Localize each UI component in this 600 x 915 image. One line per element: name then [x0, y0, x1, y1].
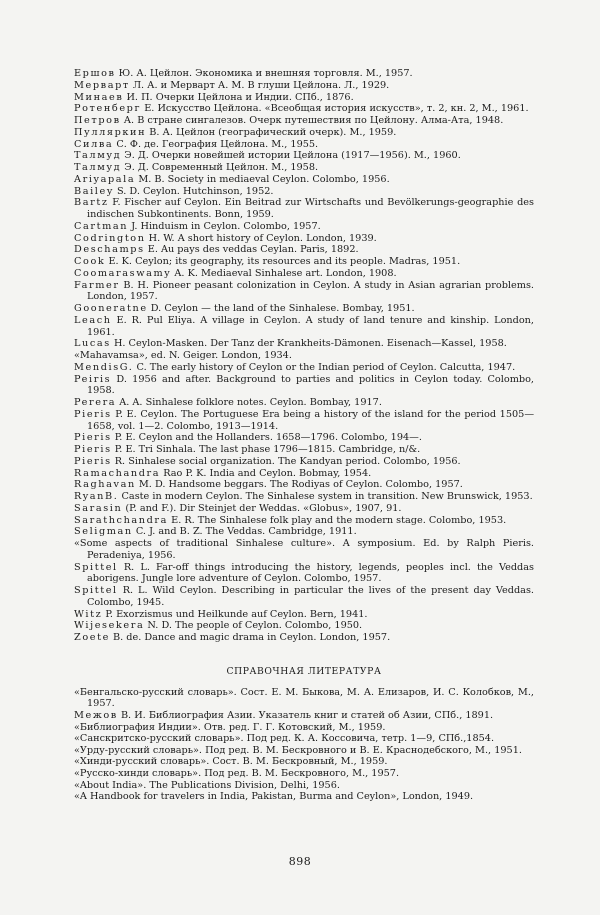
entry-text: E. R. Pul Eliya. A village in Ceylon. A study of land tenure and kinship. London, 1961.	[87, 314, 534, 338]
entry-author: Seligman	[74, 526, 133, 538]
page-number: 898	[288, 855, 312, 868]
entry-text: «About India». The Publications Division, Delhi, 1956.	[74, 779, 340, 791]
entry-text: Rao P. K. India and Ceylon. Bobmay, 1954.	[160, 467, 372, 479]
bibliography-entry	[74, 562, 534, 586]
entry-author: Spittel	[74, 561, 118, 573]
bibliography-entry	[74, 756, 534, 768]
bibliography-entry	[74, 186, 534, 198]
entry-author: Wijesekera	[74, 620, 145, 632]
entry-text: (P. and F.). Dir Steinjet der Weddas. «Globus», 1907, 91.	[122, 502, 402, 514]
entry-text: Е. Искусство Цейлона. «Всеобщая история искусств», т. 2, кн. 2, М., 1961.	[141, 103, 529, 115]
entry-author: Bartz	[74, 197, 109, 209]
bibliography-entry	[74, 479, 534, 491]
entry-author: Codrington	[74, 232, 146, 244]
entry-text: Л. А. и Мерварт А. М. В глуши Цейлона. Л., 1929.	[129, 79, 390, 91]
entry-author: Perera	[74, 397, 117, 408]
entry-author: Ротенберг	[74, 103, 142, 115]
entry-author: Межов	[74, 709, 118, 721]
entry-author: Lucas	[74, 338, 111, 350]
bibliography-entry	[74, 80, 534, 92]
entry-author: Талмуд	[74, 162, 122, 173]
entry-author: Raghavan	[74, 479, 136, 491]
entry-text: «Бенгальско-русский словарь». Сост. Е. М. Быкова, М. А. Елизаров, И. С. Колобков, М., 1957.	[74, 686, 534, 710]
entry-text: P. E. Ceylon. The Portuguese Era being a history of the island for the period 1505—1658, vol. 1—2. Colombo, 1913—1914.	[87, 408, 534, 432]
bibliography-entry	[74, 115, 534, 127]
entry-author: Sarasin	[74, 502, 123, 514]
bibliography-entry	[74, 515, 534, 527]
entry-author: Deschamps	[74, 244, 145, 256]
references-heading: СПРАВОЧНАЯ ЛИТЕРАТУРА	[226, 665, 382, 677]
entry-author: Ершов	[74, 68, 116, 79]
bibliography-entry	[74, 722, 534, 734]
entry-text: «Библиография Индии». Отв. ред. Г. Г. Котовский, М., 1959.	[74, 721, 386, 733]
entry-author: Пулляркин	[74, 126, 147, 138]
entry-text: В. А. Цейлон (географический очерк). М., 1959.	[146, 126, 397, 138]
entry-text: H. W. A short history of Ceylon. London, 1939.	[145, 232, 377, 244]
bibliography-entry	[74, 150, 534, 162]
entry-text: R. Sinhalese social organization. The Kandyan period. Colombo, 1956.	[111, 455, 461, 467]
bibliography-entry	[74, 374, 534, 398]
entry-author: Cartman	[74, 220, 129, 232]
bibliography-entry	[74, 710, 534, 722]
entry-text: «Санскритско-русский словарь». Под ред. К. А. Коссовича, тетр. 1—9, СПб.,1854.	[74, 733, 495, 745]
entry-author: Силва	[74, 138, 114, 150]
entry-text: «Mahavamsa», ed. N. Geiger. London, 1934.	[74, 350, 292, 361]
entry-text: «Русско-хинди словарь». Под ред. В. М. Бескровного, М., 1957.	[74, 767, 400, 779]
entry-author: Leach	[74, 314, 112, 326]
entry-author: Минаев	[74, 91, 124, 103]
bibliography-entry	[74, 280, 534, 304]
bibliography-entry	[74, 174, 534, 186]
entry-text: C. J. and B. Z. The Veddas. Cambridge, 1911.	[132, 526, 357, 538]
bibliography-entry	[74, 139, 534, 151]
bibliography-entry	[74, 538, 534, 562]
entry-text: P. E. Tri Sinhala. The last phase 1796—1815. Cambridge, n/&.	[111, 444, 421, 455]
entry-text: В. И. Библиография Азии. Указатель книг и статей об Азии, СПб., 1891.	[117, 709, 494, 721]
entry-text: M. D. Handsome beggars. The Rodiyas of Ceylon. Colombo, 1957.	[135, 479, 463, 491]
entry-text: E. Au pays des veddas Ceylan. Paris, 1892.	[144, 244, 359, 256]
entry-text: N. D. The people of Ceylon. Colombo, 1950.	[144, 620, 363, 632]
bibliography-entry	[74, 303, 534, 315]
bibliography-entry	[74, 244, 534, 256]
entry-author: Sarathchandra	[74, 514, 169, 526]
entry-author: Coomaraswamy	[74, 267, 172, 279]
bibliography-entry	[74, 397, 534, 409]
bibliography-entry	[74, 620, 534, 632]
entry-text: D. Ceylon — the land of the Sinhalese. Bombay, 1951.	[147, 303, 415, 314]
entry-author: Pieris	[74, 432, 112, 444]
entry-text: B. H. Pioneer peasant colonization in Ceylon. A study in Asian agrarian problems. London, 1957.	[87, 279, 534, 303]
entry-text: A. A. Sinhalese folklore notes. Ceylon. Bombay, 1917.	[116, 397, 382, 408]
bibliography-entry	[74, 221, 534, 233]
entry-author: Peiris	[74, 373, 112, 385]
entry-text: А. В стране сингалезов. Очерк путешествия по Цейлону. Алма-Ата, 1948.	[120, 115, 504, 126]
bibliography-entry	[74, 197, 534, 221]
bibliography-entry	[74, 409, 534, 433]
entry-author: Gooneratne	[74, 303, 148, 314]
bibliography-entry	[74, 733, 534, 745]
bibliography-entry	[74, 162, 534, 174]
reference-list	[74, 687, 534, 803]
entry-text: E. K. Ceylon; its geography, its resources and its people. Madras, 1951.	[105, 256, 461, 267]
entry-text: «A Handbook for travelers in India, Pakistan, Burma and Ceylon», London, 1949.	[74, 791, 474, 803]
entry-author: Pieris	[74, 444, 112, 455]
bibliography-entry	[74, 745, 534, 757]
entry-author: Spittel	[74, 585, 118, 596]
entry-author: MendisG.	[74, 361, 134, 373]
entry-text: P. Exorzismus und Heilkunde auf Ceylon. Bern, 1941.	[102, 608, 368, 620]
entry-text: S. D. Ceylon. Hutchinson, 1952.	[113, 185, 274, 197]
bibliography-entry	[74, 687, 534, 710]
bibliography-entry	[74, 256, 534, 268]
entry-author: Ramachandra	[74, 467, 161, 479]
bibliography-entry	[74, 632, 534, 644]
bibliography-entry	[74, 103, 534, 115]
bibliography-entry	[74, 468, 534, 480]
entry-text: Ю. А. Цейлон. Экономика и внешняя торговля. М., 1957.	[115, 68, 413, 79]
bibliography-entry	[74, 362, 534, 374]
entry-text: B. de. Dance and magic drama in Ceylon. London, 1957.	[109, 632, 391, 643]
bibliography-entry	[74, 92, 534, 104]
entry-text: Э. Д. Современный Цейлон. М., 1958.	[121, 162, 319, 173]
bibliography-entry	[74, 780, 534, 792]
entry-text: A. K. Mediaeval Sinhalese art. London, 1908.	[171, 267, 397, 279]
entry-text: Caste in modern Ceylon. The Sinhalese system in transition. New Brunswick, 1953.	[118, 491, 533, 502]
bibliography-entry	[74, 491, 534, 503]
entry-author: Bailey	[74, 185, 114, 197]
bibliography-entry	[74, 526, 534, 538]
entry-text: R. L. Wild Ceylon. Describing in particular the lives of the present day Veddas. Colombo, 1945.	[87, 585, 534, 608]
bibliography-list	[74, 68, 534, 644]
bibliography-entry	[74, 503, 534, 515]
entry-text: D. 1956 and after. Background to parties and politics in Ceylon today. Colombo, 1958.	[87, 373, 534, 397]
bibliography-entry	[74, 585, 534, 609]
entry-text: F. Fischer auf Ceylon. Ein Beitrad zur Wirtschafts und Bevölkerungs-geographie des indischen Subkontinents. Bonn, 1959.	[87, 197, 534, 220]
bibliography-entry	[74, 768, 534, 780]
bibliography-entry	[74, 350, 534, 362]
entry-text: E. R. The Sinhalese folk play and the modern stage. Colombo, 1953.	[168, 514, 507, 526]
entry-author: Witz	[74, 608, 103, 620]
entry-author: Ariyapala	[74, 173, 136, 185]
entry-text: R. L. Far-off things introducing the history, legends, peoples incl. the Veddas aborigens. Jungle lore adventure of Ceylon. Colombo, 1957.	[87, 561, 534, 585]
entry-author: RyanB.	[74, 491, 119, 502]
bibliography-entry	[74, 338, 534, 350]
entry-text: M. B. Society in mediaeval Ceylon. Colombo, 1956.	[135, 173, 390, 185]
bibliography-entry	[74, 609, 534, 621]
bibliography-entry	[74, 315, 534, 339]
entry-text: H. Ceylon-Masken. Der Tanz der Krankheits-Dämonen. Eisenach—Kassel, 1958.	[110, 338, 507, 350]
entry-author: Талмуд	[74, 150, 122, 162]
bibliography-entry	[74, 432, 534, 444]
entry-text: Э. Д. Очерки новейшей истории Цейлона (1917—1956). М., 1960.	[121, 150, 461, 162]
entry-text: P. E. Ceylon and the Hollanders. 1658—1796. Colombo, 194—.	[111, 432, 422, 444]
bibliography-entry	[74, 456, 534, 468]
bibliography-entry	[74, 791, 534, 803]
entry-text: «Хинди-русский словарь». Сост. В. М. Бескровный, М., 1959.	[74, 756, 388, 768]
entry-author: Cook	[74, 256, 106, 267]
bibliography-entry	[74, 68, 534, 80]
entry-author: Farmer	[74, 279, 120, 291]
entry-text: C. The early history of Ceylon or the Indian period of Ceylon. Calcutta, 1947.	[133, 361, 516, 373]
bibliography-entry	[74, 233, 534, 245]
bibliography-entry	[74, 268, 534, 280]
entry-author: Zoete	[74, 632, 110, 643]
entry-author: Pieris	[74, 455, 112, 467]
entry-author: Мерварт	[74, 79, 130, 91]
bibliography-entry	[74, 444, 534, 456]
bibliography-entry	[74, 127, 534, 139]
entry-text: «Some aspects of traditional Sinhalese culture». A symposium. Ed. by Ralph Pieris. Peradeniya, 1956.	[74, 538, 534, 561]
entry-text: И. П. Очерки Цейлона и Индии. СПб., 1876.	[123, 91, 354, 103]
entry-text: «Урду-русский словарь». Под ред. В. М. Бескровного и В. Е. Краснодебского, М., 1951.	[74, 744, 522, 756]
entry-author: Петров	[74, 115, 121, 126]
page-content	[74, 68, 534, 803]
entry-text: С. Ф. де. География Цейлона. М., 1955.	[113, 138, 319, 150]
entry-author: Pieris	[74, 408, 112, 420]
entry-text: J. Hinduism in Ceylon. Colombo, 1957.	[128, 220, 321, 232]
